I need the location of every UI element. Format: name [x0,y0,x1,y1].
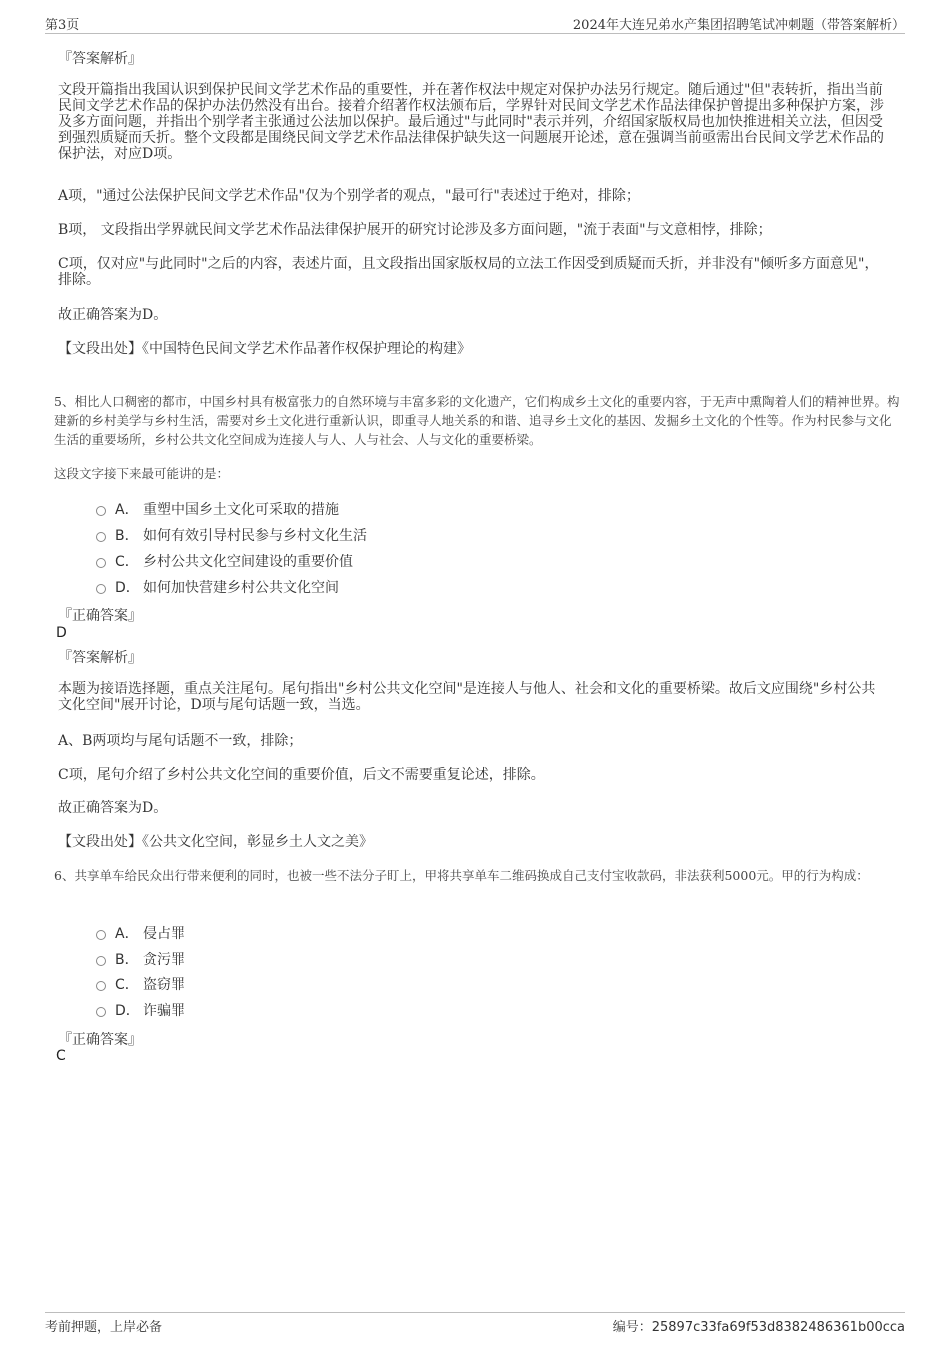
page-header [45,14,905,34]
q6-correct-answer: C [56,1048,66,1064]
q4-analysis-label: 『答案解析』 [58,51,142,67]
q5-analysis-option-c: C项，尾句介绍了乡村公共文化空间的重要价值，后文不需要重复论述，排除。 [58,767,545,783]
option-letter: D． [115,580,140,596]
q4-analysis-option-a: A项，"通过公法保护民间文学艺术作品"仅为个别学者的观点，"最可行"表述过于绝对，排除； [58,188,640,204]
option-letter: C． [115,554,139,570]
q5-option-a[interactable] [96,500,339,518]
option-letter: A． [115,502,139,518]
option-text: 重塑中国乡土文化可采取的措施 [143,502,339,518]
q5-stem: 5、相比人口稠密的都市，中国乡村具有极富张力的自然环境与丰富多彩的文化遗产，它们构成乡土文化的重要内容，于无声中熏陶着人们的精神世界。构建新的乡村美学与乡村生活，需要对乡土文化进行重新认识，即重寻人地关系的和谐、追寻乡土文化的基因、发掘乡土文化的个性等。作为村民参与文化生活的重要场所，乡村公共文化空间成为连接人与人、人与社会、人与文化的重要桥梁。 [54,394,900,447]
document-title: 2024年大连兄弟水产集团招聘笔试冲刺题（带答案解析） [572,18,905,33]
q4-analysis-paragraph: 文段开篇指出我国认识到保护民间文学艺术作品的重要性，并在著作权法中规定对保护办法另行规定。随后通过"但"表转折，指出当前民间文学艺术作品的保护办法仍然没有出台。接着介绍著作权法颁布后，学界针对民间文学艺术作品法律保护曾提出多种保护方案，涉及多方面问题，并指出个别学者主张通过公法加以保护。最后通过"与此同时"表示并列，介绍国家版权局也加快推进相关立法，但因受到强烈质疑而夭折。整个文段都是围绕民间文学艺术作品法律保护缺失这一问题展开论述，意在强调当前亟需出台民间文学艺术作品的保护法，对应D项。 [58,82,884,162]
q5-correct-label: 『正确答案』 [58,608,142,624]
q4-analysis-option-b: B项， 文段指出学界就民间文学艺术作品法律保护展开的研究讨论涉及多方面问题，"流于表面"与文意相悖，排除； [58,222,772,238]
q5-analysis-option-ab: A、B两项均与尾句话题不一致，排除； [58,733,303,749]
page-footer [45,1312,905,1334]
q4-conclusion: 故正确答案为D。 [58,307,168,323]
option-text: 乡村公共文化空间建设的重要价值 [143,554,353,570]
radio-icon[interactable] [96,930,106,940]
q6-stem: 6、共享单车给民众出行带来便利的同时，也被一些不法分子盯上，甲将共享单车二维码换成自己支付宝收款码，非法获利5000元。甲的行为构成： [54,868,869,883]
q5-analysis-paragraph: 本题为接语选择题，重点关注尾句。尾句指出"乡村公共文化空间"是连接人与他人、社会和文化的重要桥梁。故后文应围绕"乡村公共文化空间"展开讨论，D项与尾句话题一致，当选。 [58,681,876,713]
option-text: 如何加快营建乡村公共文化空间 [143,580,339,596]
q5-source: 【文段出处】《公共文化空间，彰显乡土人文之美》 [58,834,373,850]
option-letter: A． [115,926,139,942]
q5-question: 这段文字接下来最可能讲的是： [54,466,230,481]
q6-correct-label: 『正确答案』 [58,1032,142,1048]
radio-icon[interactable] [96,506,106,516]
option-text: 诈骗罪 [143,1003,185,1019]
q6-option-a[interactable] [96,924,185,942]
option-text: 盗窃罪 [143,977,185,993]
q5-conclusion: 故正确答案为D。 [58,800,168,816]
option-text: 贪污罪 [143,952,185,968]
q6-option-d[interactable] [96,1001,185,1019]
option-letter: B． [115,528,139,544]
option-letter: C． [115,977,139,993]
radio-icon[interactable] [96,532,106,542]
document-code: 编号：25897c33fa69f53d8382486361b00cca [612,1320,905,1335]
q5-correct-answer: D [56,625,67,641]
q5-option-d[interactable] [96,578,339,596]
radio-icon[interactable] [96,584,106,594]
q6-option-c[interactable] [96,975,185,993]
q6-option-b[interactable] [96,950,185,968]
radio-icon[interactable] [96,981,106,991]
option-text: 如何有效引导村民参与乡村文化生活 [143,528,367,544]
q4-analysis-option-c: C项，仅对应"与此同时"之后的内容，表述片面，且文段指出国家版权局的立法工作因受到质疑而夭折，并非没有"倾听多方面意见"，排除。 [58,256,879,288]
radio-icon[interactable] [96,1007,106,1017]
radio-icon[interactable] [96,558,106,568]
q4-source: 【文段出处】《中国特色民间文学艺术作品著作权保护理论的构建》 [58,341,471,357]
option-text: 侵占罪 [143,926,185,942]
q5-option-b[interactable] [96,526,367,544]
radio-icon[interactable] [96,956,106,966]
page-number: 第3页 [45,18,80,33]
option-letter: D． [115,1003,140,1019]
q5-option-c[interactable] [96,552,353,570]
footer-slogan: 考前押题，上岸必备 [45,1320,163,1335]
q5-analysis-label: 『答案解析』 [58,650,142,666]
option-letter: B． [115,952,139,968]
